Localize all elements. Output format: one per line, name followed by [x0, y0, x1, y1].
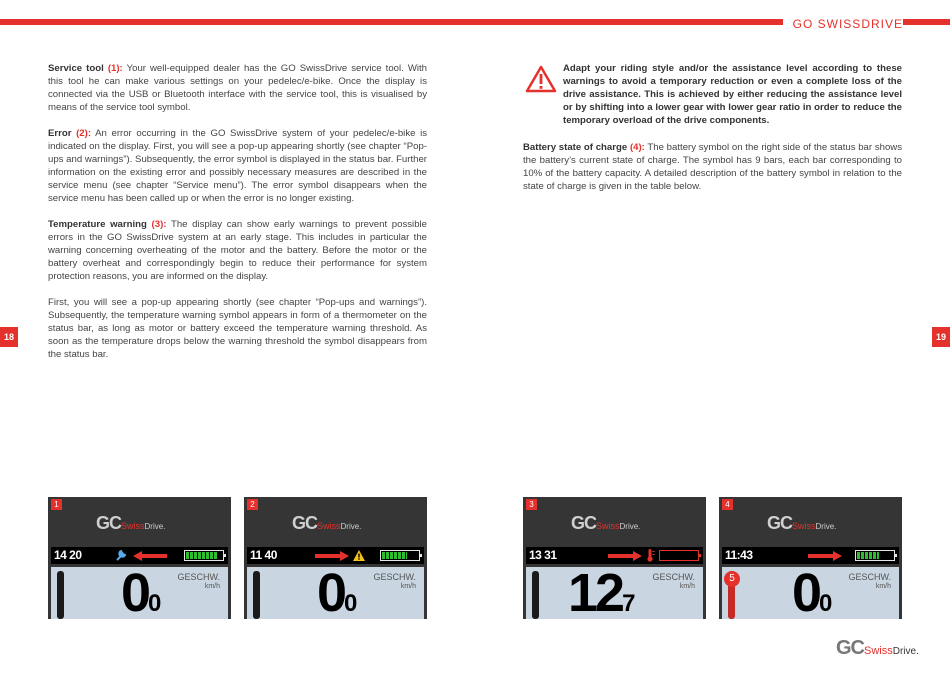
- display-screenshot-2: [244, 497, 427, 619]
- error-heading: Error: [48, 128, 72, 139]
- battery-fill: [186, 552, 218, 559]
- clock-time: 11:43: [725, 548, 753, 562]
- screenshot-number: 4: [722, 499, 733, 510]
- error-text: An error occurring in the GO SwissDrive system of your pedelec/e-bike is indicated on the display. First, you will see a pop-up appearing shortly (see chapter “Pop-ups and warnings”). Subsequently, the error symbol is displayed in the status bar. Further information on the existing error and possibly necessary measures are described in the service menu (see chapter “Service menu”). The error symbol disappears when the service menu has been called up or when the error is no longer existing.: [48, 128, 428, 204]
- arrow-right-icon: [808, 551, 842, 561]
- page-number-left: 18: [0, 327, 18, 347]
- service-tool-paragraph: [48, 62, 427, 114]
- clock-time: 11 40: [250, 548, 277, 562]
- temperature-text: The display can show early warnings to prevent possible errors in the GO SwissDrive system at an early stage. This includes in particular the warning concerning overheating of the motor and the battery. Before the motor or the battery overheat and correspondingly begin to reduce their performance for system protection reasons, you are informed on the display.: [48, 219, 427, 282]
- temperature-paragraph: [48, 218, 427, 283]
- service-tool-ref: (1):: [107, 63, 123, 74]
- battery-heading: Battery state of charge: [523, 142, 628, 153]
- screenshot-number: 2: [247, 499, 258, 510]
- display-screenshot-3: [523, 497, 706, 619]
- service-tool-icon: [115, 549, 127, 562]
- clock-time: 14 20: [54, 548, 82, 562]
- status-bar: [526, 547, 703, 564]
- error-paragraph: [48, 127, 427, 205]
- page-number-right: 19: [932, 327, 950, 347]
- speed-label: GESCHW. km/h: [848, 572, 891, 590]
- display-screenshot-4: [719, 497, 902, 619]
- temperature-heading: Temperature warning: [48, 219, 147, 230]
- assist-bar: [532, 571, 539, 619]
- display-logo: GCSwissDrive.: [571, 513, 641, 533]
- arrow-right-icon: [608, 551, 642, 561]
- left-column: [48, 62, 427, 374]
- battery-icon: [855, 550, 895, 561]
- error-ref: (2):: [76, 128, 92, 139]
- header-brand: GO SWISSDRIVE: [783, 18, 903, 30]
- service-tool-text: Your well-equipped dealer has the GO SwissDrive service tool. With this tool he can make various settings on your pedelec/e-bike. Once the display is connected via the USB or Bluetooth interface with the service tool, this is visualised by means of the service tool symbol.: [48, 63, 428, 113]
- battery-fill: [382, 552, 407, 559]
- speed-label: GESCHW. km/h: [373, 572, 416, 590]
- status-bar: [722, 547, 899, 564]
- warning-text: Adapt your riding style and/or the assistance level according to these warnings to avoid a temporary reduction or even a complete loss of the drive assistance. This is achieved by either reducing the assistance level or by shifting into a lower gear with lower gear ratio in order to reduce the temporary overload of the drive components.: [563, 63, 902, 126]
- speed-screen: [247, 563, 424, 619]
- speed-screen: [722, 563, 899, 619]
- popup-paragraph: First, you will see a pop-up appearing shortly (see chapter “Pop-ups and warnings”). Subsequently, the temperature warning symbol appears in form of a thermometer on the status bar, as long as motor or battery exceed the temperature warning threshold. As soon as the temperature drops below the warning threshold the symbol disappears from the status bar.: [48, 297, 427, 360]
- display-screenshot-1: [48, 497, 231, 619]
- speed-screen: [526, 563, 703, 619]
- status-bar: [51, 547, 228, 564]
- assist-level-badge: 5: [724, 571, 740, 587]
- speed-value: 00: [121, 563, 159, 619]
- temperature-ref: (3):: [151, 219, 167, 230]
- speed-value: 127: [568, 563, 633, 619]
- warning-box: [523, 62, 902, 128]
- screenshot-number: 1: [51, 499, 62, 510]
- status-bar: [247, 547, 424, 564]
- display-logo: GCSwissDrive.: [767, 513, 837, 533]
- arrow-right-icon: [315, 551, 349, 561]
- arrow-left-icon: [133, 551, 167, 561]
- speed-label: GESCHW. km/h: [652, 572, 695, 590]
- battery-paragraph: [523, 141, 902, 193]
- battery-icon: [184, 550, 224, 561]
- battery-icon: [659, 550, 699, 561]
- top-rule-left: [0, 19, 475, 25]
- battery-icon: [380, 550, 420, 561]
- thermometer-icon: [646, 549, 655, 562]
- right-column: [523, 141, 902, 206]
- assist-bar: [253, 571, 260, 619]
- footer-logo: GCSwissDrive.: [836, 637, 919, 659]
- error-symbol-icon: [353, 550, 365, 561]
- speed-value: 00: [792, 563, 830, 619]
- speed-value: 00: [317, 563, 355, 619]
- speed-screen: [51, 563, 228, 619]
- display-logo: GCSwissDrive.: [96, 513, 166, 533]
- speed-label: GESCHW. km/h: [177, 572, 220, 590]
- display-logo: GCSwissDrive.: [292, 513, 362, 533]
- clock-time: 13 31: [529, 548, 557, 562]
- battery-text: The battery symbol on the right side of the status bar shows the battery’s current state of charge. The symbol has 9 bars, each bar corresponding to 10% of the battery capacity. A detailed description of the battery symbol in relation to the state of charge is given in the table below.: [523, 142, 903, 192]
- battery-fill: [857, 552, 879, 559]
- screenshot-number: 3: [526, 499, 537, 510]
- battery-ref: (4):: [629, 142, 645, 153]
- service-tool-heading: Service tool: [48, 63, 104, 74]
- assist-bar: [57, 571, 64, 619]
- warning-triangle-icon: [525, 65, 557, 93]
